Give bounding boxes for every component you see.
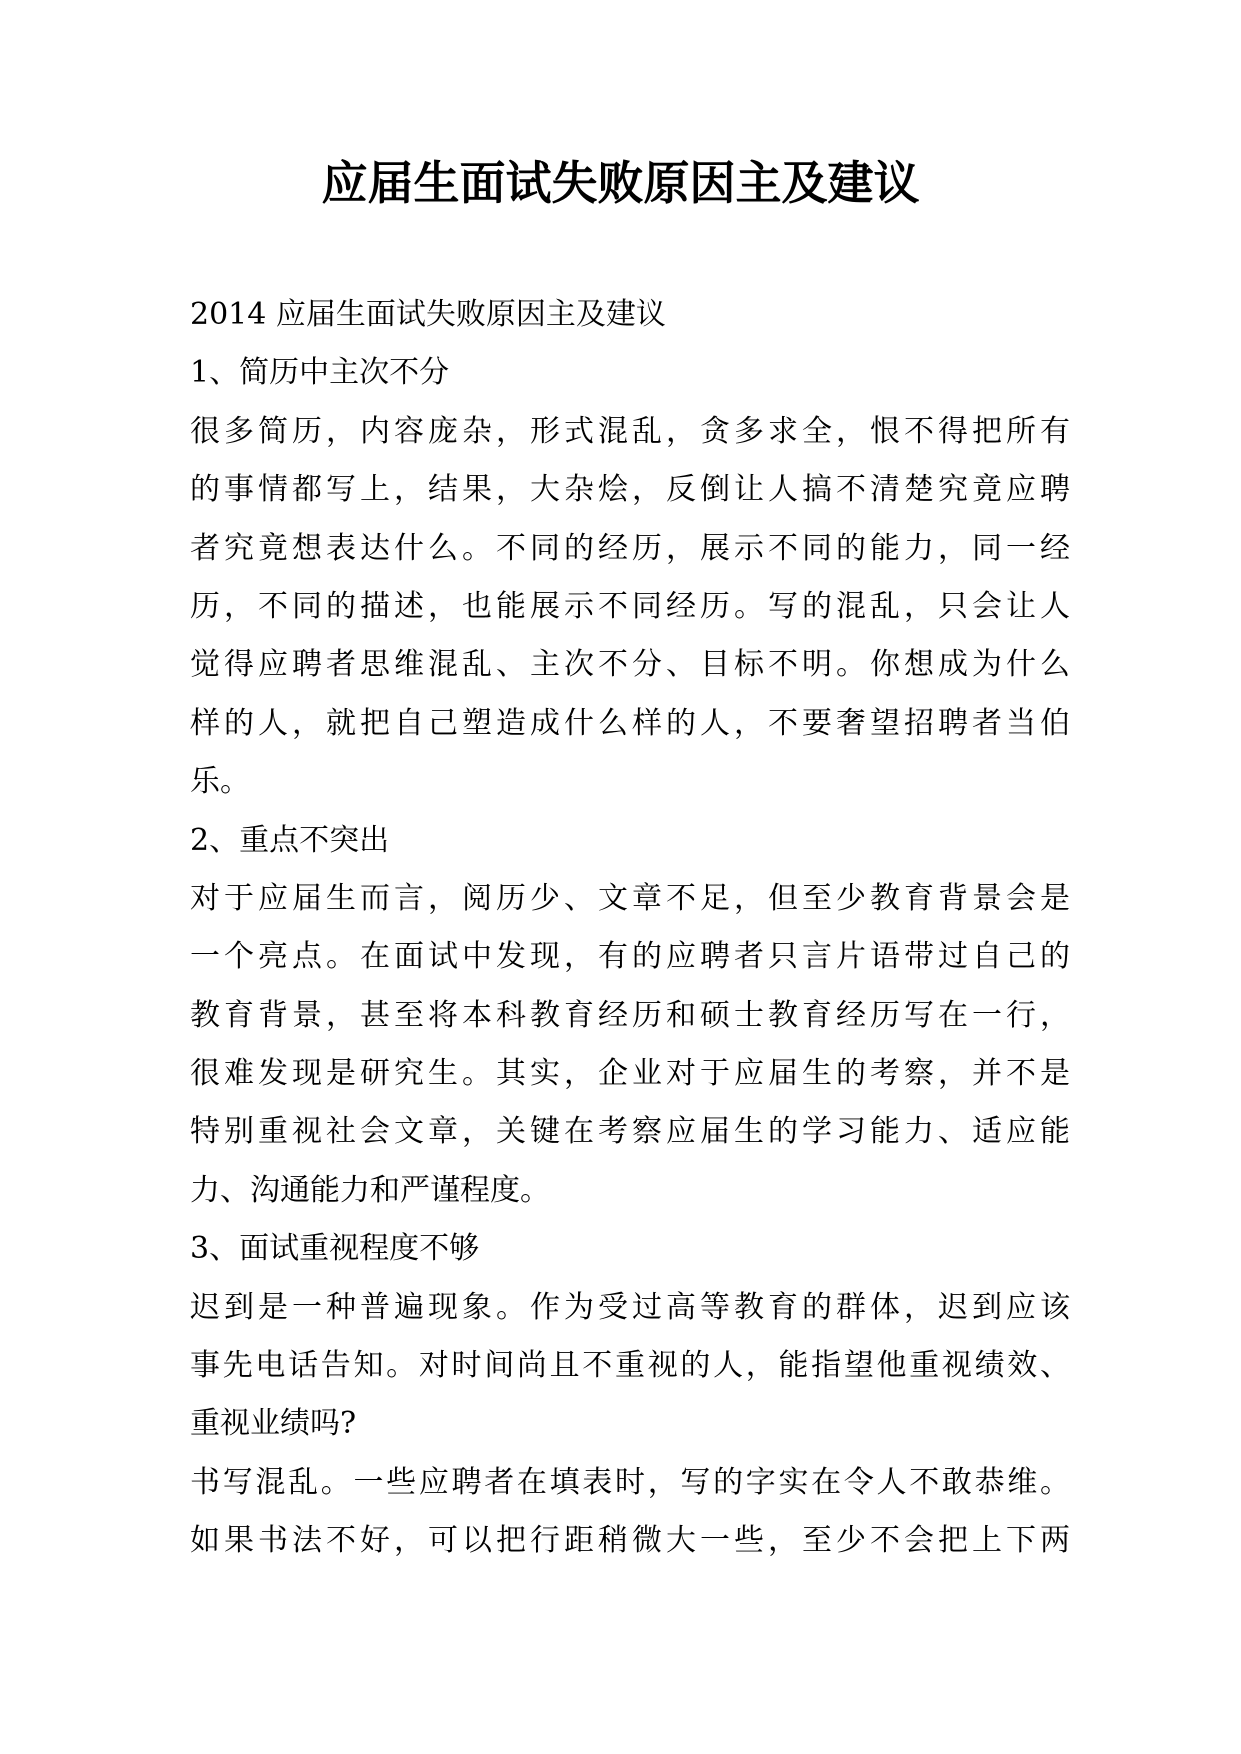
section-heading-3: 3、面试重视程度不够 (190, 1231, 480, 1267)
paragraph-line: 样的人，就把自己塑造成什么样的人，不要奢望招聘者当伯 (190, 705, 1070, 741)
section-heading-2: 2、重点不突出 (190, 822, 390, 858)
paragraph-line: 乐。 (190, 764, 250, 800)
paragraph-line: 教育背景，甚至将本科教育经历和硕士教育经历写在一行， (190, 997, 1070, 1033)
paragraph-line: 如果书法不好，可以把行距稍微大一些，至少不会把上下两 (190, 1523, 1070, 1559)
paragraph-line: 重视业绩吗? (190, 1406, 357, 1442)
paragraph-line: 书写混乱。一些应聘者在填表时，写的字实在令人不敢恭维。 (190, 1464, 1070, 1500)
document-title: 应届生面试失败原因主及建议 (321, 156, 920, 210)
subtitle-line: 2014 应届生面试失败原因主及建议 (190, 297, 666, 332)
paragraph-line: 的事情都写上，结果，大杂烩，反倒让人搞不清楚究竟应聘 (190, 472, 1070, 508)
paragraph-line: 历，不同的描述，也能展示不同经历。写的混乱，只会让人 (190, 588, 1070, 624)
paragraph-line: 觉得应聘者思维混乱、主次不分、目标不明。你想成为什么 (190, 647, 1070, 683)
paragraph-line: 事先电话告知。对时间尚且不重视的人，能指望他重视绩效、 (190, 1348, 1070, 1384)
paragraph-line: 力、沟通能力和严谨程度。 (190, 1172, 550, 1208)
document-body (190, 286, 1070, 1571)
paragraph-line: 者究竟想表达什么。不同的经历，展示不同的能力，同一经 (190, 530, 1070, 566)
paragraph-line: 很难发现是研究生。其实，企业对于应届生的考察，并不是 (190, 1056, 1070, 1092)
paragraph-line: 迟到是一种普遍现象。作为受过高等教育的群体，迟到应该 (190, 1289, 1070, 1325)
paragraph-line: 一个亮点。在面试中发现，有的应聘者只言片语带过自己的 (190, 939, 1070, 975)
paragraph-line: 特别重视社会文章，关键在考察应届生的学习能力、适应能 (190, 1114, 1070, 1150)
section-heading-1: 1、简历中主次不分 (190, 355, 450, 391)
paragraph-line: 对于应届生而言，阅历少、文章不足，但至少教育背景会是 (190, 880, 1070, 916)
paragraph-line: 很多简历，内容庞杂，形式混乱，贪多求全，恨不得把所有 (190, 413, 1070, 449)
